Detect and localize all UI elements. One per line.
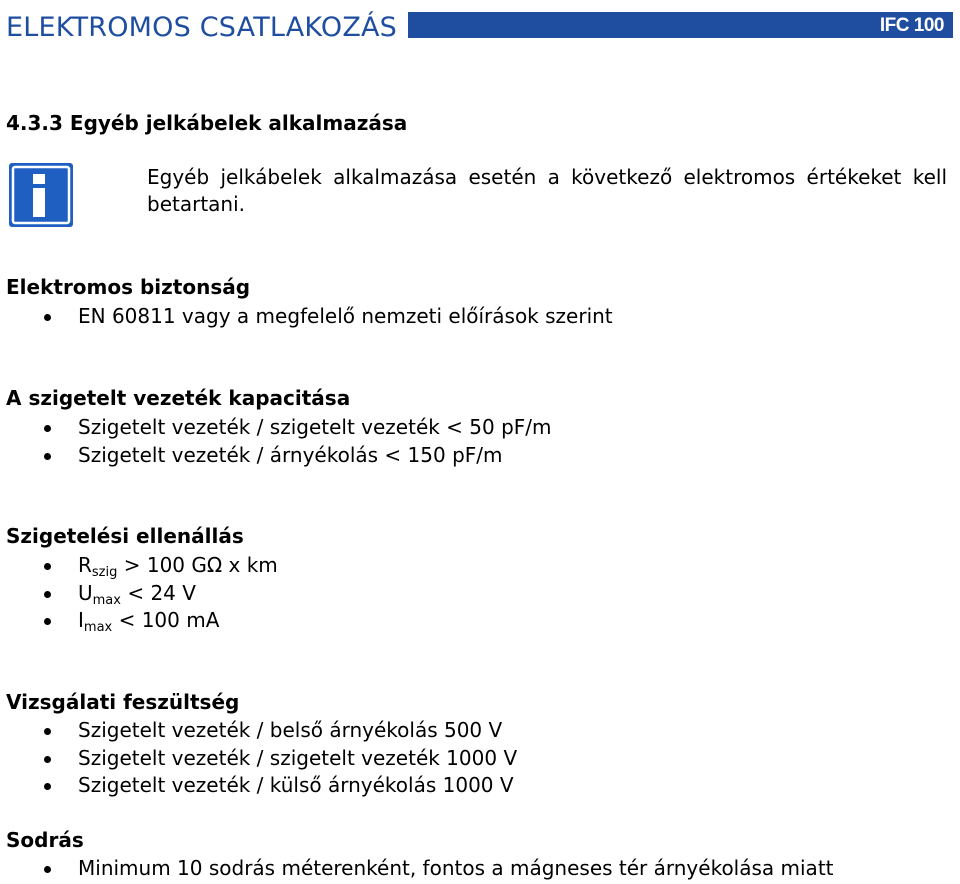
list-item: Szigetelt vezeték / szigetelt vezeték < 50 pF/m bbox=[0, 414, 552, 442]
model-label: IFC 100 bbox=[879, 15, 944, 36]
intro-text: Egyéb jelkábelek alkalmazása esetén a következő elektromos értékeket kell betartani. bbox=[147, 165, 947, 216]
list-item: Szigetelt vezeték / szigetelt vezeték 1000 V bbox=[0, 745, 517, 773]
subscript: max bbox=[83, 620, 113, 635]
info-icon-glyph bbox=[9, 163, 73, 227]
symbol: I bbox=[78, 608, 84, 632]
value: > 100 GΩ x km bbox=[117, 553, 278, 577]
list-item: Minimum 10 sodrás méterenként, fontos a mágneses tér árnyékolása miatt bbox=[0, 855, 834, 883]
list-electrical-safety bbox=[0, 303, 613, 331]
symbol: R bbox=[78, 553, 92, 577]
group-title-electrical-safety: Elektromos biztonság bbox=[6, 275, 251, 299]
group-title-capacitance: A szigetelt vezeték kapacitása bbox=[6, 386, 351, 410]
list-item: EN 60811 vagy a megfelelő nemzeti előírások szerint bbox=[0, 303, 613, 331]
list-capacitance bbox=[0, 414, 552, 469]
list-test-voltage bbox=[0, 717, 517, 800]
list-twisting bbox=[0, 855, 834, 883]
group-title-twisting: Sodrás bbox=[6, 828, 84, 852]
value: < 100 mA bbox=[112, 608, 220, 632]
list-insulation-resistance bbox=[0, 552, 278, 635]
section-heading: 4.3.3 Egyéb jelkábelek alkalmazása bbox=[6, 111, 408, 135]
list-item: Szigetelt vezeték / árnyékolás < 150 pF/m bbox=[0, 442, 552, 470]
list-item bbox=[0, 607, 278, 635]
group-title-test-voltage: Vizsgálati feszültség bbox=[6, 690, 240, 714]
header-bar bbox=[408, 12, 953, 38]
list-item: Szigetelt vezeték / belső árnyékolás 500 V bbox=[0, 717, 517, 745]
subscript: szig bbox=[91, 565, 118, 580]
list-item: Szigetelt vezeték / külső árnyékolás 1000 V bbox=[0, 772, 517, 800]
symbol: U bbox=[78, 580, 93, 605]
list-item bbox=[0, 552, 278, 580]
header-title: ELEKTROMOS CSATLAKOZÁS bbox=[6, 12, 398, 43]
list-item bbox=[0, 580, 278, 608]
subscript: max bbox=[92, 592, 121, 608]
info-icon bbox=[9, 163, 73, 227]
group-title-insulation-resistance: Szigetelési ellenállás bbox=[6, 524, 244, 548]
value: < 24 V bbox=[120, 580, 196, 605]
